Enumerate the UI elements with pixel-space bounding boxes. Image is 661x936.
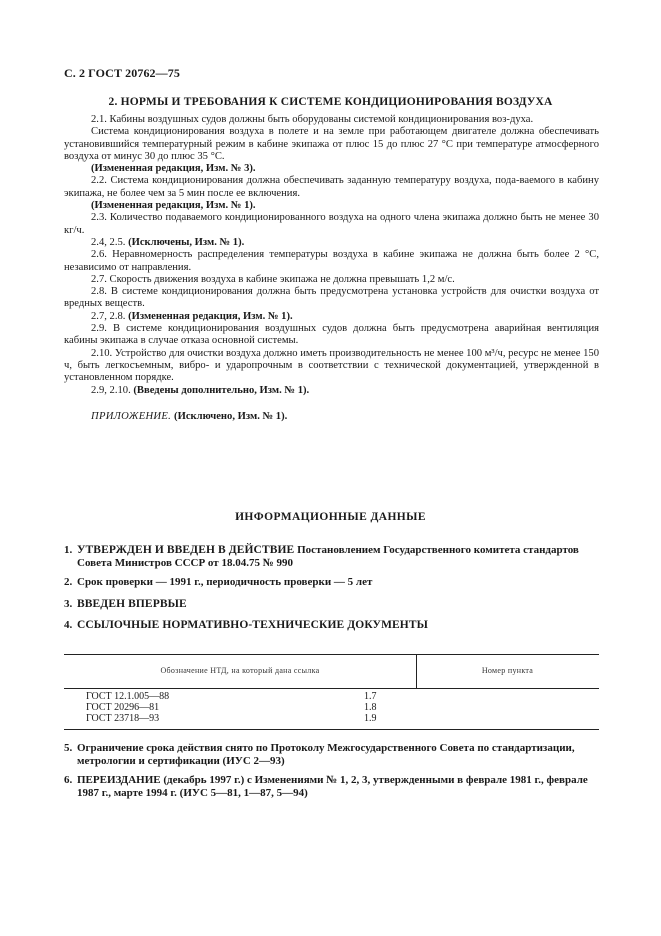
paragraph-2-2: 2.2. Система кондиционирования должна обеспечивать заданную температуру воздуха, пода-ваемого в кабину экипажа, не более чем за 5 мин после ее включения. (64, 175, 599, 199)
paragraph-system-temperature: Система кондиционирования воздуха в полете и на земле при работающем двигателе должна обеспечивать установившийся температурный режим в кабине экипажа от плюс 15 до плюс 27 °С при температуре атмосферного воздуха от минус 30 до плюс 35 °С. (64, 126, 599, 162)
info-item-reference-docs (64, 619, 599, 632)
item-text: ВВЕДЕН ВПЕРВЫЕ (77, 598, 187, 610)
appendix-label: ПРИЛОЖЕНИЕ. (91, 410, 175, 422)
table-cell-point: 1.7 (364, 691, 377, 702)
clause-numbers: 2.7, 2.8. (91, 310, 129, 322)
clause-numbers: 2.4, 2.5. (91, 236, 129, 248)
item-number: 4. (64, 619, 73, 631)
amendment-note: (Исключено, Изм. № 1). (174, 410, 288, 422)
paragraph-2-6: 2.6. Неравномерность распределения температуры воздуха в кабине экипажа не должна быть более 2 °С, независимо от направления. (64, 249, 599, 273)
table-cell-point: 1.8 (364, 702, 377, 713)
item-text (77, 544, 599, 570)
clause-numbers: 2.9, 2.10. (91, 384, 134, 396)
info-item-first-introduced (64, 598, 599, 611)
paragraph-2-9: 2.9. В системе кондиционирования воздушных судов должна быть предусмотрена аварийная вентиляция кабины экипажа в случае отказа основной системы. (64, 323, 599, 347)
item-number: 6. (64, 774, 73, 786)
paragraph-2-8: 2.8. В системе кондиционирования должна быть предусмотрена установка устройств для очистки воздуха от вредных веществ. (64, 286, 599, 310)
item-number: 1. (64, 544, 73, 556)
table-cell-doc: ГОСТ 20296—81 (86, 702, 160, 713)
item-number: 5. (64, 742, 73, 754)
paragraph-2-7-2-8-note (64, 311, 599, 323)
info-item-reissue (64, 774, 599, 800)
info-item-limitation-removed (64, 742, 599, 768)
amendment-note: (Измененная редакция, Изм. № 1). (128, 310, 293, 322)
item-text: ПЕРЕИЗДАНИЕ (декабрь 1997 г.) с Изменениями № 1, 2, 3, утвержденными в феврале 1981 г., феврале 1987 г., марте 1994 г. (ИУС 5—81, 1—87, 5—94) (77, 774, 588, 799)
paragraph-2-10: 2.10. Устройство для очистки воздуха должно иметь производительность не менее 100 м³/ч, ресурс не менее 150 ч, быть легкосъемным, вибро- и ударопрочным в соответствии с технической документацией, утвержденной в установленном порядке. (64, 347, 599, 384)
paragraph-2-4-2-5 (64, 237, 599, 249)
item-text: Срок проверки — 1991 г., периодичность проверки — 5 лет (77, 576, 373, 588)
info-title: ИНФОРМАЦИОННЫЕ ДАННЫЕ (235, 511, 426, 523)
requirements-section (64, 114, 599, 423)
paragraph-2-7: 2.7. Скорость движения воздуха в кабине экипажа не должна превышать 1,2 м/с. (91, 273, 455, 285)
item-number: 3. (64, 598, 73, 610)
item-text: Ограничение срока действия снято по Протоколу Межгосударственного Совета по стандартизации, метрологии и сертификации (ИУС 2—93) (77, 742, 575, 767)
item-caps: УТВЕРЖДЕН И ВВЕДЕН В ДЕЙСТВИЕ (77, 544, 295, 556)
item-number: 2. (64, 576, 73, 588)
table-rule-bottom (64, 729, 599, 730)
item-text: ССЫЛОЧНЫЕ НОРМАТИВНО-ТЕХНИЧЕСКИЕ ДОКУМЕНТЫ (77, 619, 429, 631)
section-title: 2. НОРМЫ И ТРЕБОВАНИЯ К СИСТЕМЕ КОНДИЦИОНИРОВАНИЯ ВОЗДУХА (108, 96, 553, 108)
table-rule-top (64, 654, 599, 655)
table-header-doc: Обозначение НТД, на который дана ссылка (160, 666, 320, 675)
item-detail: Постановлением Государственного комитета стандартов Совета Министров СССР от 18.04.75 № 990 (77, 544, 579, 569)
paragraph-2-3: 2.3. Количество подаваемого кондиционированного воздуха на одного члена экипажа должно быть не менее 30 кг/ч. (64, 212, 599, 236)
table-cell-doc: ГОСТ 12.1.005—88 (86, 691, 170, 702)
amendment-note: (Измененная редакция, Изм. № 3). (91, 163, 256, 175)
paragraph-2-1: 2.1. Кабины воздушных судов должны быть оборудованы системой кондиционирования воз-духа. (91, 114, 534, 125)
table-rule-header (64, 688, 599, 689)
page-header: С. 2 ГОСТ 20762—75 (64, 66, 180, 80)
reference-docs-table (64, 654, 599, 730)
paragraph-2-9-2-10-note (64, 385, 599, 397)
amendment-note: (Введены дополнительно, Изм. № 1). (133, 384, 310, 396)
table-header-point: Номер пункта (481, 666, 534, 675)
table-cell-doc: ГОСТ 23718—93 (86, 713, 160, 724)
appendix-note (64, 411, 599, 423)
info-item-review-period (64, 576, 599, 589)
amendment-note: (Исключены, Изм. № 1). (128, 236, 245, 248)
info-item-approval (64, 544, 599, 570)
table-cell-point: 1.9 (364, 713, 377, 724)
amendment-note: (Измененная редакция, Изм. № 1). (91, 200, 256, 212)
